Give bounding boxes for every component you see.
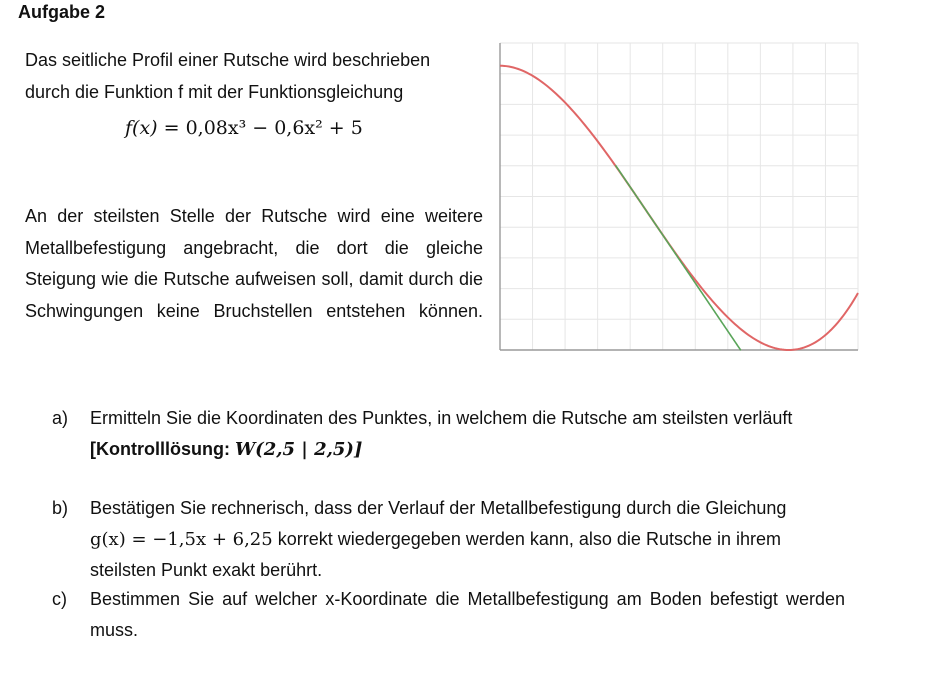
function-lhs: f(x) = <box>125 117 186 139</box>
graph-grid <box>500 43 858 350</box>
task-c-text: Bestimmen Sie auf welcher x-Koordinate die Metallbefestigung am Boden befestigt werden muss. <box>90 589 845 640</box>
slide-curve <box>500 66 858 350</box>
control-solution <box>90 434 845 465</box>
function-rhs: 0,08x³ − 0,6x² + 5 <box>185 117 363 139</box>
task-b-text-after: korrekt wiedergegeben werden kann, also die Rutsche in ihrem steilsten Punkt exakt berührt. <box>90 529 781 580</box>
task-c-label: c) <box>52 589 67 609</box>
tangent-equation: g(x) = −1,5x + 6,25 <box>90 529 273 550</box>
control-solution-value: W(2,5 | 2,5)] <box>234 439 363 460</box>
intro-line-1: Das seitliche Profil einer Rutsche wird beschrieben <box>25 50 431 70</box>
task-b-text: Bestätigen Sie rechnerisch, dass der Verlauf der Metallbefestigung durch die Gleichung <box>90 498 787 518</box>
task-a-label: a) <box>52 408 69 428</box>
intro-line-2: durch die Funktion f mit der Funktionsgleichung <box>25 81 404 102</box>
task-title: Aufgabe 2 <box>18 2 106 22</box>
task-a-text: Ermitteln Sie die Koordinaten des Punktes, in welchem die Rutsche am steilsten verläuft <box>90 408 793 428</box>
task-b-label: b) <box>52 498 69 518</box>
control-solution-label: [Kontrolllösung: <box>90 439 235 459</box>
description-text: An der steilsten Stelle der Rutsche wird eine weitere Metallbefestigung angebracht, die dort die gleiche Steigung wie die Rutsche aufweisen soll, damit durch die Schwingungen keine Bruchstellen entstehen können. <box>25 206 483 321</box>
